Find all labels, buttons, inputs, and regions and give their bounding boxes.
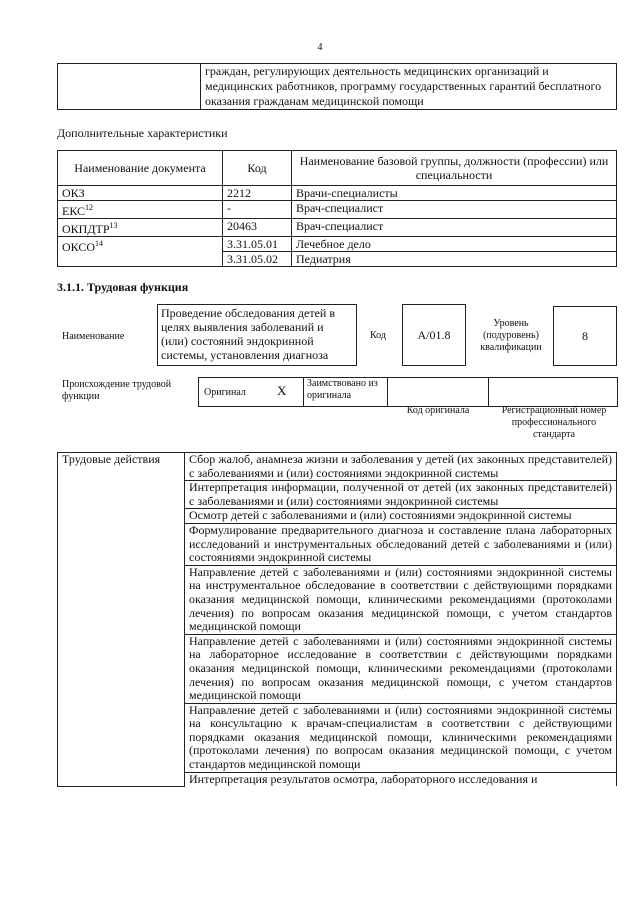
header-code: Код [223, 151, 292, 186]
name-label: Наименование [62, 331, 125, 342]
reg-number-box [488, 377, 618, 407]
empty-cell [58, 64, 201, 110]
code-cell: 2212 [223, 186, 292, 201]
doc-cell: ОКСО$^{14}$ [58, 237, 223, 267]
function-code-box: A/01.8 [402, 304, 466, 366]
name-cell: Врач-специалист [292, 219, 617, 237]
original-label: Оригинал [204, 387, 246, 398]
labor-action-item: Осмотр детей с заболеваниями и (или) состояниями эндокринной системы [185, 509, 617, 524]
name-cell: Врач-специалист [292, 201, 617, 219]
labor-action-item: Направление детей с заболеваниями и (или) состояниями эндокринной системы на инструментальное обследование в соответствии с действующими порядками оказания медицинской помощи, клиническими рекомендациями (протоколами лечения) по вопросам оказания медицинской помощи, с учетом стандартов медицинской помощи [185, 565, 617, 634]
origin-original-box [198, 377, 304, 407]
table-row [58, 237, 617, 252]
table-row [58, 186, 617, 201]
labor-action-item: Формулирование предварительного диагноза и составление плана лабораторных исследований и инструментальных обследований детей с заболеваниями и (или) состояниями эндокринной системы [185, 523, 617, 565]
header-document: Наименование документа [58, 151, 223, 186]
labor-action-item: Интерпретация результатов осмотра, лабораторного исследования и [185, 772, 617, 786]
name-cell: Лечебное дело [292, 237, 617, 252]
labor-action-item: Интерпретация информации, полученной от детей (их законных представителей) с заболеваниями и (или) состояниями эндокринной системы [185, 481, 617, 509]
reg-number-caption: Регистрационный номер профессионального стандарта [501, 405, 607, 440]
doc-cell: ЕКС$^{12}$ [58, 201, 223, 219]
code-cell: 3.31.05.01 [223, 237, 292, 252]
origin-code-caption: Код оригинала [406, 405, 470, 416]
section-heading: 3.1.1. Трудовая функция [57, 280, 189, 294]
labor-action-item: Направление детей с заболеваниями и (или) состояниями эндокринной системы на лабораторное исследование в соответствии с действующими порядками оказания медицинской помощи, клиническими рекомендациями (протоколами лечения) по вопросам оказания медицинской помощи, с учетом стандартов медицинской помощи [185, 634, 617, 703]
origin-borrowed-box: Заимствовано из оригинала [303, 377, 388, 407]
origin-code-box [387, 377, 489, 407]
labor-action-item: Сбор жалоб, анамнеза жизни и заболевания у детей (их законных представителей) с заболеваниями и (или) состояниями эндокринной системы [185, 453, 617, 481]
table-row [58, 201, 617, 219]
code-cell: - [223, 201, 292, 219]
labor-actions-label: Трудовые действия [58, 453, 185, 787]
code-cell: 3.31.05.02 [223, 252, 292, 267]
function-name-box: Проведение обследования детей в целях выявления заболеваний и (или) состояний эндокринной системы, установления диагноза [157, 304, 357, 366]
footnote-ref: 12 [85, 203, 94, 212]
origin-label: Происхождение трудовой функции [62, 379, 172, 402]
original-mark: X [277, 383, 287, 398]
page-number: 4 [317, 42, 323, 53]
additional-characteristics-table [57, 150, 617, 267]
doc-cell: ОКЗ [58, 186, 223, 201]
doc-cell: ОКПДТР$^{13}$ [58, 219, 223, 237]
header-group-name: Наименование базовой группы, должности (профессии) или специальности [292, 151, 617, 186]
table-row [58, 219, 617, 237]
continuation-text: граждан, регулирующих деятельность медицинских организаций и медицинских работников, программу государственных гарантий бесплатного оказания гражданам медицинской помощи [201, 64, 617, 110]
code-label: Код [370, 330, 386, 341]
footnote-ref: 13 [109, 221, 118, 230]
level-label: Уровень (подуровень) квалификации [480, 318, 542, 353]
additional-characteristics-title: Дополнительные характеристики [57, 126, 228, 140]
name-cell: Педиатрия [292, 252, 617, 267]
code-cell: 20463 [223, 219, 292, 237]
labor-action-item: Направление детей с заболеваниями и (или) состояниями эндокринной системы на консультацию к врачам-специалистам в соответствии с действующими порядками оказания медицинской помощи, клиническими рекомендациями (протоколами лечения) по вопросам оказания медицинской помощи, с учетом стандартов медицинской помощи [185, 703, 617, 772]
name-cell: Врачи-специалисты [292, 186, 617, 201]
labor-actions-table [57, 452, 617, 787]
continuation-table [57, 63, 617, 110]
level-value-box: 8 [553, 306, 617, 366]
footnote-ref: 14 [95, 239, 104, 248]
